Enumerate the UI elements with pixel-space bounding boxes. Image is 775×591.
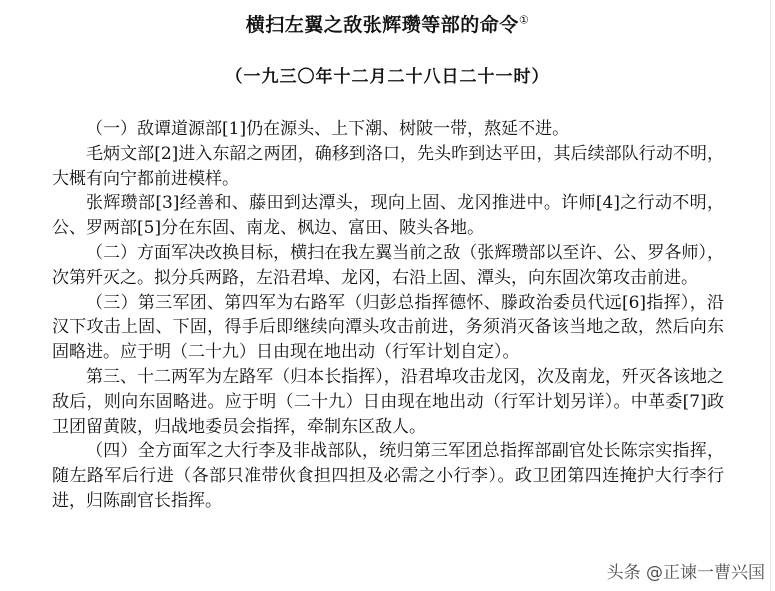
page-edge-divider <box>770 0 771 591</box>
document-title <box>0 10 775 37</box>
document-title-text: 横扫左翼之敌张辉瓒等部的命令 <box>245 14 519 36</box>
paragraph-4: （二）方面军决改换目标，横扫在我左翼当前之敌（张辉瓒部以至许、公、罗各师），次第歼灭之。拟分兵两路，左沿君埠、龙冈，右沿上固、潭头，向东固次第攻击前进。 <box>52 242 724 288</box>
paragraph-1: （一）敌谭道源部[1]仍在源头、上下潮、树陂一带，熬延不进。 <box>86 119 570 139</box>
paragraph-5: （三）第三军团、第四军为右路军（归彭总指挥德怀、滕政治委员代远[6]指挥），沿汉下攻击上固、下固，得手后即继续向潭头攻击前进，务须消灭备该当地之敌，然后向东固略进。应于明（二十九）日由现在地出动（行军计划自定）。 <box>52 292 724 363</box>
paragraph-3: 张辉瓒部[3]经善和、藤田到达潭头，现向上固、龙冈推进中。许师[4]之行动不明，公、罗两部[5]分在东固、南龙、枫边、富田、陂头各地。 <box>52 193 724 239</box>
document-body <box>52 117 724 514</box>
source-watermark: 头条 @正谏一曹兴国 <box>606 563 765 583</box>
paragraph-7: （四）全方面军之大行李及非战部队，统归第三军团总指挥部副官处长陈宗实指挥，随左路军后行进（各部只准带伙食担四担及必需之小行李）。政卫团第四连掩护大行李行进，归陈副官长指挥。 <box>52 441 724 511</box>
paragraph-6: 第三、十二两军为左路军（归本长指挥），沿君埠攻击龙冈，次及南龙，歼灭各该地之敌后，则向东固略进。应于明（二十九）日由现在地出动（行军计划另详）。中革委[7]政卫团留黄陂，归战地委员会指挥，牵制东区敌人。 <box>52 366 724 437</box>
footnote-marker: ① <box>518 13 530 27</box>
document-date: （一九三〇年十二月二十八日二十一时） <box>225 67 550 87</box>
paragraph-2: 毛炳文部[2]进入东韶之两团，确移到洛口，先头昨到达平田，其后续部队行动不明，大概有向宁都前进模样。 <box>52 143 724 189</box>
